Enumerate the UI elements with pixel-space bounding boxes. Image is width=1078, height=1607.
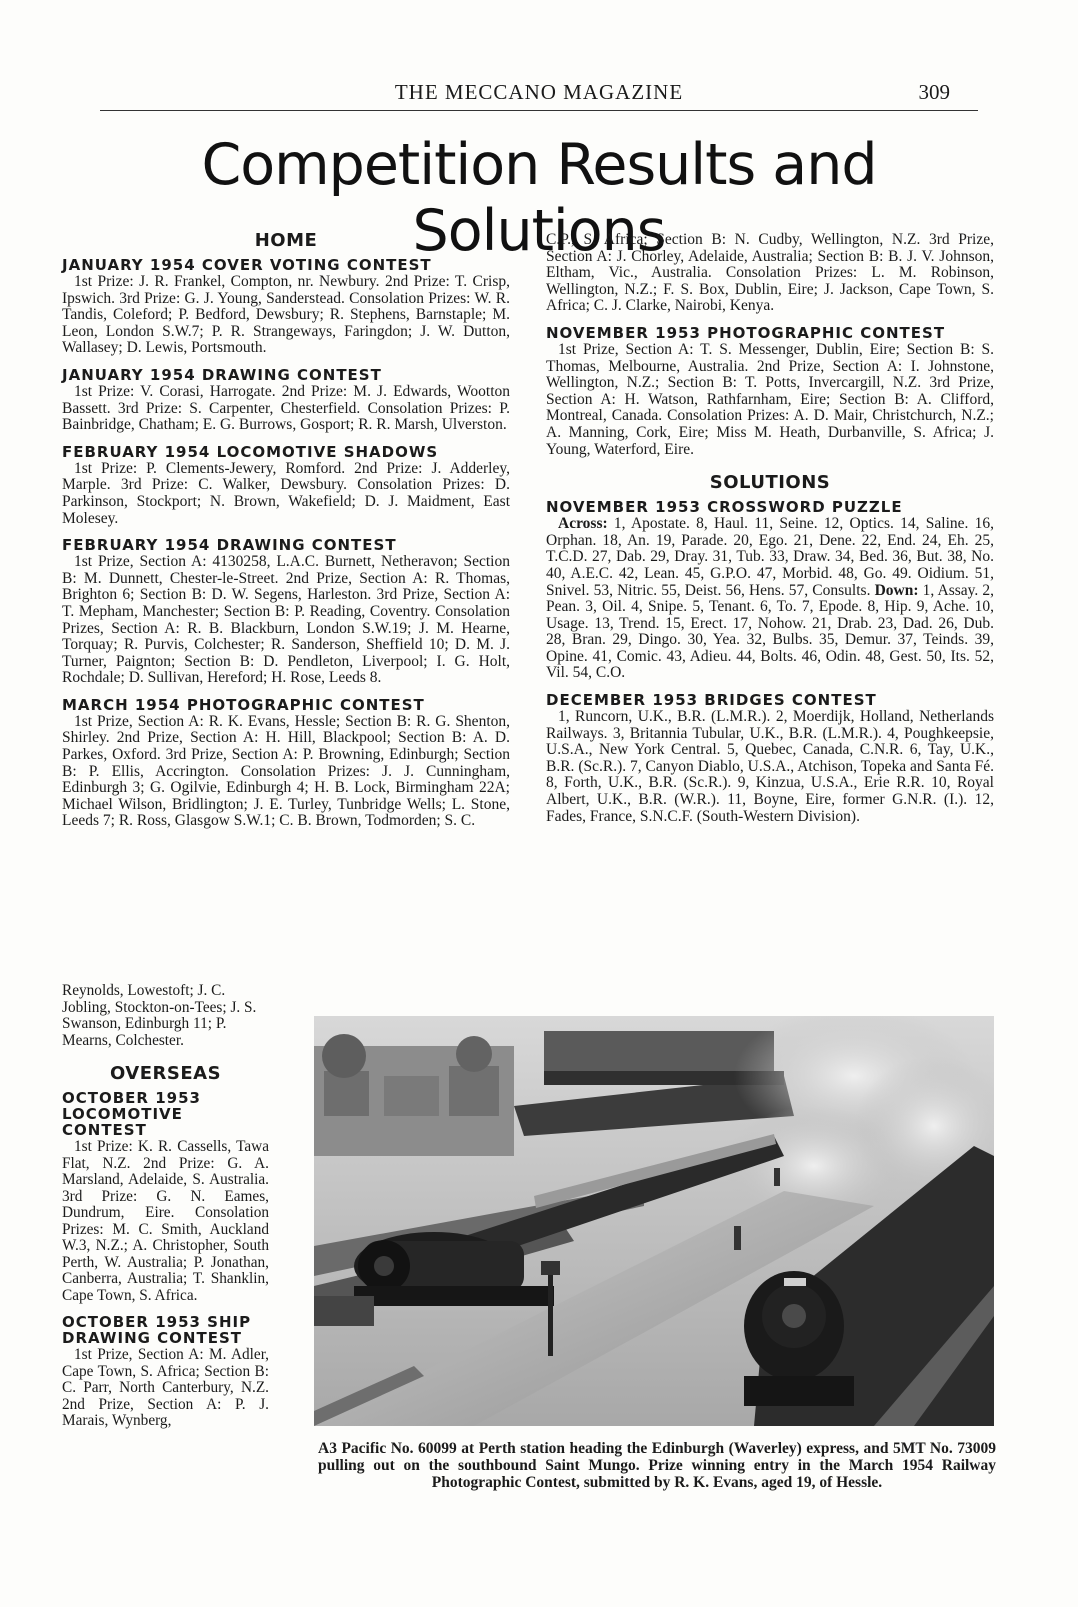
contest-results: 1st Prize: V. Corasi, Harrogate. 2nd Prize: M. J. Edwards, Wootton Bassett. 3rd Prize: S. Carpenter, Chesterfield. Consolation Prizes: P. Bainbridge, Chatham; E. G. Burrows, Gosport; R. R. Marsh, Ulverston.	[62, 382, 510, 434]
contest-title: OCTOBER 1953 LOCOMOTIVE CONTEST	[62, 1089, 201, 1139]
crossword-solution	[546, 516, 994, 682]
across-label: Across:	[558, 515, 608, 533]
contest-title: OCTOBER 1953 SHIP DRAWING CONTEST	[62, 1313, 252, 1347]
bridges-title: DECEMBER 1953 BRIDGES CONTEST	[546, 691, 877, 710]
contest-results: 1st Prize: P. Clements-Jewery, Romford. 2nd Prize: J. Adderley, Marple. 3rd Prize: C. Walker, Dewsbury. Consolation Prizes: D. Parkinson, Stockport; N. Brown, Wakefield; D. J. Maidment, East Molesey.	[62, 459, 510, 527]
contest-title: FEBRUARY 1954 LOCOMOTIVE SHADOWS	[62, 442, 439, 461]
home-heading: HOME	[254, 230, 318, 251]
page-title: Competition Results and Solutions	[201, 132, 877, 264]
contest-results: 1st Prize: K. R. Cassells, Tawa Flat, N.Z. 2nd Prize: G. A. Marsland, Adelaide, S. Australia. 3rd Prize: G. N. Eames, Dundrum, Eire. Consolation Prizes: M. C. Smith, Auckland W.3, N.Z.; A. Christopher, South Perth, W. Australia; P. Jonathan, Canberra, Australia; T. Shanklin, Cape Town, S. Africa.	[62, 1138, 269, 1304]
contest-title: JANUARY 1954 COVER VOTING CONTEST	[62, 256, 432, 274]
contest-results-continued: C.P., S. Africa; Section B: N. Cudby, Wellington, N.Z. 3rd Prize, Section A: J. Chorley, Adelaide, Australia; Section B: B. J. V. Johnson, Eltham, Vic., Australia. Consolation Prizes: L. M. Robinson, Wellington, N.Z.; F. S. Box, Dublin, Eire; J. Jackson, Cape Town, S. Africa; C. J. Clarke, Nairobi, Kenya.	[546, 231, 994, 315]
contest-results: 1st Prize: J. R. Frankel, Compton, nr. Newbury. 2nd Prize: T. Crisp, Ipswich. 3rd Prize: G. J. Young, Sanderstead. Consolation Prizes: W. R. Tandis, Coleford; P. Bedford, Dewsbury; R. Stephens, Barnstaple; M. Leon, London S.W.7; P. R. Strangeways, Faringdon; J. W. Dutton, Wallasey; D. Lewis, Portsmouth.	[62, 273, 510, 357]
contest-results: 1st Prize, Section A: 4130258, L.A.C. Burnett, Netheravon; Section B: M. Dunnett, Chester-le-Street. 2nd Prize, Section A: R. Thomas, Brighton 6; Section B: D. W. Segens, Harleston. 3rd Prize, Section A: T. Mepham, Manchester; Section B: P. Reading, Coventry. Consolation Prizes, Section A: R. B. Blackburn, London S.W.19; J. M. Hearne, Torquay; R. Purvis, Colchester; R. Sanderson, Sheffield 10; D. M. J. Turner, Paignton; Section B: D. Pendleton, Liverpool; I. G. Holt, Rochdale; D. Sullivan, Hereford; H. Rose, Leeds 8.	[62, 553, 510, 687]
contest-results: 1st Prize, Section A: M. Adler, Cape Town, S. Africa; Section B: C. Parr, North Canterbury, N.Z. 2nd Prize, Section A: P. J. Marais, Wynberg,	[62, 1346, 269, 1429]
running-head	[100, 80, 978, 111]
overseas-results-column	[62, 983, 269, 1430]
contest-title: MARCH 1954 PHOTOGRAPHIC CONTEST	[62, 695, 425, 714]
photo-caption: A3 Pacific No. 60099 at Perth station heading the Edinburgh (Waverley) express, and 5MT No. 73009 pulling out on the southbound Saint Mungo. Prize winning entry in the March 1954 Railway Photographic Contest, submitted by R. K. Evans, aged 19, of Hessle.	[318, 1440, 996, 1491]
overseas-heading: OVERSEAS	[109, 1063, 222, 1084]
railway-photograph	[314, 1016, 994, 1426]
contest-title: JANUARY 1954 DRAWING CONTEST	[62, 365, 382, 384]
contest-results-continued: Reynolds, Lowestoft; J. C. Jobling, Stockton-on-Tees; J. S. Swanson, Edinburgh 11; P. Mearns, Colchester.	[62, 982, 257, 1049]
home-results-column	[62, 230, 510, 830]
down-label: Down:	[874, 581, 919, 599]
perth-station-photo	[314, 1016, 994, 1426]
down-answers: 1, Assay. 2, Pean. 3, Oil. 4, Snipe. 5, Tenant. 6, To. 7, Epode. 8, Hip. 9, Ache. 10, Usage. 13, Trend. 15, Erect. 17, Nohow. 21, Drab. 23, Dad. 26, Dub. 28, Bran. 29, Dingo. 30, Yea. 32, Bulbs. 35, Demur. 37, Teinds. 39, Opine. 41, Comic. 43, Adieu. 44, Bolts. 46, Odin. 48, Gest. 50, Its. 52, Vil. 54, C.O.	[546, 581, 995, 682]
bridges-solution: 1, Runcorn, U.K., B.R. (L.M.R.). 2, Moerdijk, Holland, Netherlands Railways. 3, Britannia Tubular, U.K., B.R. (L.M.R.). 4, Poughkeepsie, U.S.A., New York Central. 5, Quebec, Canada, C.N.R. 6, Tay, U.K., B.R. (Sc.R.). 7, Canyon Diablo, U.S.A., Atchison, Topeka and Santa Fé. 8, Forth, U.K., B.R. (Sc.R.). 9, Kinzua, U.S.A., Erie R.R. 10, Royal Albert, U.K., B.R. (W.R.). 11, Boyne, Eire, former G.N.R. (I.). 12, Fades, France, S.N.C.F. (South-Western Division).	[546, 708, 994, 825]
contest-title: FEBRUARY 1954 DRAWING CONTEST	[62, 536, 397, 555]
across-answers: 1, Apostate. 8, Haul. 11, Seine. 12, Optics. 14, Saline. 16, Orphan. 18, An. 19, Parade. 20, Ego. 21, Dene. 22, End. 24, Eh. 25, T.C.D. 27, Dab. 29, Dray. 31, Tub. 33, Draw. 34, Bed. 36, But. 38, No. 40, A.E.C. 42, Lean. 45, G.P.O. 47, Morbid. 48, Go. 49. Oidium. 51, Snivel. 53, Nitric. 55, Deist. 56, Hens. 57, Consults.	[546, 515, 995, 599]
page-number: 309	[918, 80, 950, 104]
contest-results: 1st Prize, Section A: T. S. Messenger, Dublin, Eire; Section B: S. Thomas, Melbourne, Australia. 2nd Prize, Section A: I. Johnstone, Wellington, N.Z.; Section B: T. Potts, Invercargill, N.Z. 3rd Prize, Section A: H. Watson, Rathfarnham, Eire; Section B: A. Clifford, Montreal, Canada. Consolation Prizes: A. D. Mair, Christchurch, N.Z.; A. Manning, Cork, Eire; Miss M. Heath, Durbanville, S. Africa; J. Young, Waterford, Eire.	[546, 340, 994, 458]
contest-results: 1st Prize, Section A: R. K. Evans, Hessle; Section B: R. G. Shenton, Shirley. 2nd Prize, Section A: H. Hill, Blackpool; Section B: A. D. Parkes, Oxford. 3rd Prize, Section A: P. Browning, Edinburgh; Section B: P. Ellis, Accrington. Consolation Prizes: J. J. Cunningham, Edinburgh 3; G. Ogilvie, Edinburgh 4; H. B. Lock, Birmingham 22A; Michael Wilson, Bridlington; J. E. Turley, Tunbridge Wells; L. Stone, Leeds 7; R. Ross, Glasgow S.W.1; C. B. Brown, Todmorden; S. C.	[62, 712, 510, 830]
right-column	[546, 232, 994, 825]
crossword-title: NOVEMBER 1953 CROSSWORD PUZZLE	[546, 498, 903, 517]
contest-title: NOVEMBER 1953 PHOTOGRAPHIC CONTEST	[546, 323, 946, 342]
magazine-name: THE MECCANO MAGAZINE	[394, 80, 684, 104]
solutions-heading: SOLUTIONS	[709, 472, 831, 494]
